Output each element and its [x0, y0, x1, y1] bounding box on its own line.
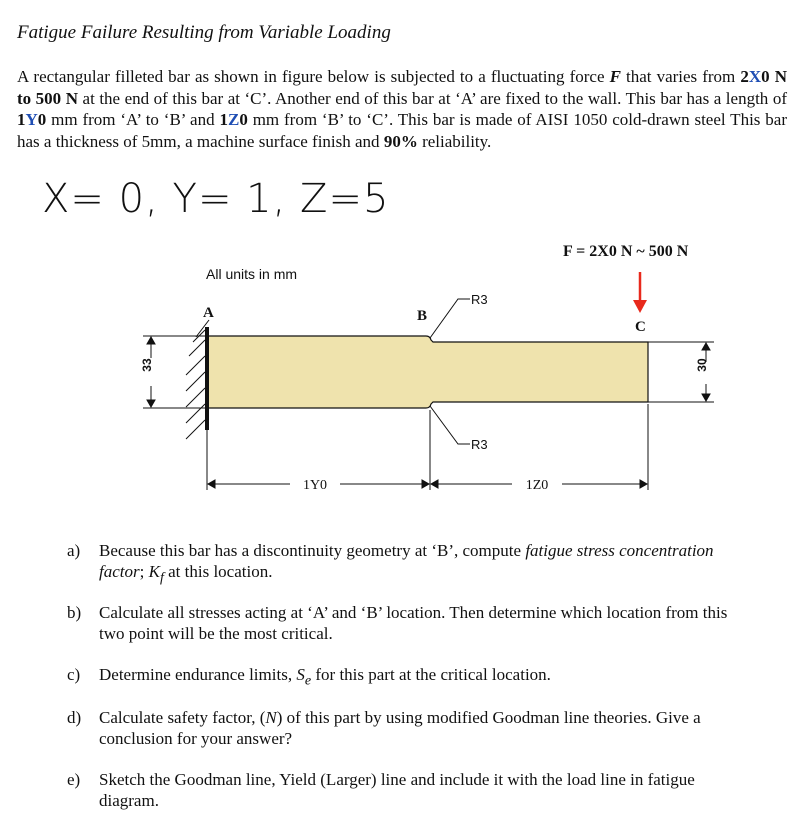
radius-bottom-leader: [430, 406, 470, 444]
page-title: Fatigue Failure Resulting from Variable Loading: [17, 22, 391, 43]
question-e: e) Sketch the Goodman line, Yield (Larger) line and include it with the load line in fatigue diagram.: [67, 770, 695, 810]
radius-bottom-label: R3: [471, 437, 488, 452]
length-dimension-lines: [207, 404, 648, 490]
wall-hatching: [186, 330, 205, 439]
height-right-label: 30: [695, 358, 709, 372]
radius-top-label: R3: [471, 292, 488, 307]
force-label: F = 2X0 N ~ 500 N: [563, 243, 689, 260]
filleted-bar: [207, 336, 648, 408]
force-arrow: [633, 272, 647, 313]
point-a-label: A: [203, 305, 214, 321]
point-b-label: B: [417, 308, 428, 324]
length-bc-label: 1Z0: [525, 478, 549, 493]
question-c: c) Determine endurance limits, $S_e$ for this part at the critical location.: [67, 665, 551, 689]
question-b: b) Calculate all stresses acting at ‘A’ and ‘B’ location. Then determine which location from this two point will be the most critical.: [67, 603, 728, 643]
question-d: d) Calculate safety factor, (N) of this part by using modified Goodman line theories. Give a conclusion for your answer?: [67, 708, 701, 748]
radius-top-leader: [430, 299, 470, 338]
point-c-label: C: [635, 319, 646, 335]
handwritten-values: X= 0, Y= 1, Z=5: [42, 176, 390, 222]
problem-statement: A rectangular filleted bar as shown in figure below is subjected to a fluctuating force F that varies from 2X0 N to 500 N at the end of this bar at ‘C’. Another end of this bar at ‘A’ are fixed to the wall. This bar has a length of 1Y0 mm from ‘A’ to ‘B’ and 1Z0 mm from ‘B’ to ‘C’. This bar is made of AISI 1050 cold-drawn steel This bar has a thickness of 5mm, a machine surface finish and 90% reliability.: [17, 67, 787, 151]
length-ab-label: 1Y0: [302, 478, 328, 493]
height-left-label: 33: [140, 358, 154, 372]
units-note: All units in mm: [206, 266, 298, 282]
question-a: a) Because this bar has a discontinuity geometry at ‘B’, compute fatigue stress concentration factor; $K_f$ at this location.: [67, 541, 714, 586]
